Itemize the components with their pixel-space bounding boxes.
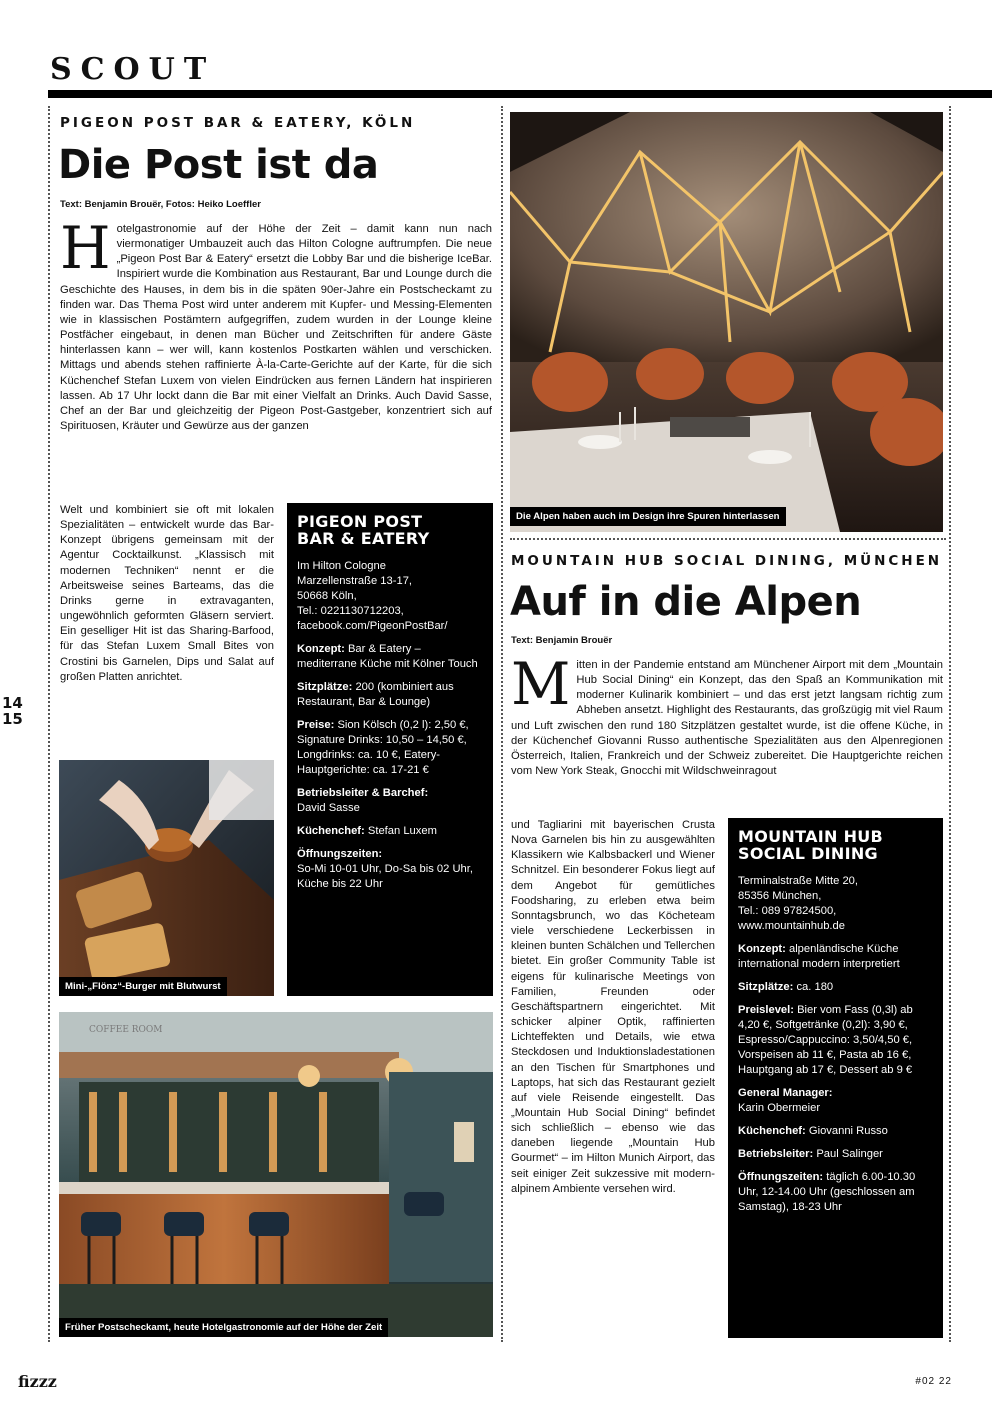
address-line: Tel.: 0221130712203,: [297, 605, 404, 617]
address-line: Tel.: 089 97824500,: [738, 905, 837, 917]
infobox1-row: [297, 847, 483, 892]
infobox1-row: [297, 718, 483, 778]
row-label: Preislevel:: [738, 1004, 794, 1016]
article1-credit: Text: Benjamin Brouër, Fotos: Heiko Loeffler: [60, 199, 261, 210]
row-label: Preise:: [297, 719, 335, 731]
address-line: www.mountainhub.de: [738, 920, 845, 932]
article2-dropcap: M: [511, 650, 571, 718]
row-label: Küchenchef:: [297, 825, 365, 837]
bar-caption: Früher Postscheckamt, heute Hotelgastronomie auf der Höhe der Zeit: [59, 1318, 388, 1337]
row-label: General Manager:: [738, 1087, 833, 1099]
row-value: 200 (kombiniert aus Restaurant, Bar & Lounge): [297, 681, 454, 708]
address-line: Im Hilton Cologne: [297, 560, 386, 572]
row-value: Bar & Eatery – mediterrane Küche mit Kölner Touch: [297, 643, 478, 670]
infobox1-row: [297, 824, 483, 839]
infobox1-row: [297, 642, 483, 672]
article2-credit: Text: Benjamin Brouër: [511, 635, 613, 646]
infobox1-title-line1: PIGEON POST: [297, 512, 423, 531]
article1-body-part2: Welt und kombiniert sie oft mit lokalen Spezialitäten – entwickelt wurde das Bar-Konzept übrigens gemeinsam mit der Agentur Cocktailkunst. „Klassisch mit modernen Techniken“ nennt er die Arbeitsweise seines Barteams, das die Drinks gerne in extravaganten, ungewöhnlich geformten Gläsern serviert. Ein geselliger Hit ist das Sharing-Barfood, für das Stefan Luxem Small Bites von Crostini bis Garnelen, Dips und Salat auf großen Platten anrichtet.: [60, 504, 274, 683]
article1-body-top: [60, 214, 492, 434]
article2-paragraph: [511, 650, 943, 779]
magazine-brand: fizzz: [18, 1372, 57, 1391]
row-label: Betriebsleiter & Barchef:: [297, 787, 429, 799]
issue-number: #02 22: [915, 1376, 952, 1387]
row-value: Sion Kölsch (0,2 l): 2,50 €, Signature Drinks: 10,50 – 14,50 €, Longdrinks: ca. 10 €, Eatery-Hauptgerichte: ca. 17-21 €: [297, 719, 469, 776]
row-value: ca. 180: [796, 981, 834, 993]
bar-photo: [59, 1012, 493, 1337]
page-number-right: 15: [2, 710, 23, 728]
row-value: Paul Salinger: [816, 1148, 883, 1160]
mountain-hub-infobox: [728, 818, 943, 1338]
page-numbers: [2, 695, 23, 727]
row-label: Konzept:: [297, 643, 345, 655]
right-margin-divider: [949, 106, 951, 1342]
infobox2-row: [738, 980, 933, 995]
bar-sign-text: COFFEE ROOM: [89, 1025, 163, 1035]
row-label: Sitzplätze:: [297, 681, 353, 693]
infobox1-address: [297, 559, 483, 634]
burger-photo: [59, 760, 274, 996]
section-title: SCOUT: [50, 52, 216, 87]
infobox2-row: [738, 942, 933, 972]
article1-dropcap: H: [60, 214, 111, 282]
infobox2-row: [738, 1124, 933, 1139]
header-rule: [48, 90, 992, 98]
article1-body-bottom: [60, 503, 274, 685]
burger-image: [59, 760, 274, 996]
article2-kicker: MOUNTAIN HUB SOCIAL DINING, MÜNCHEN: [511, 553, 943, 569]
infobox1-title: [297, 513, 483, 547]
column-divider: [501, 106, 503, 1342]
burger-caption: Mini-„Flönz“-Burger mit Blutwurst: [59, 977, 227, 996]
address-line: Terminalstraße Mitte 20,: [738, 875, 858, 887]
article1-body-part1: otelgastronomie auf der Höhe der Zeit – damit kann nun nach viermonatiger Umbauzeit auch das Hilton Cologne auftrumpfen. Die neue „Pigeon Post Bar & Eatery“ ersetzt die Lobby Bar und die bisherige IceBar. Inspiriert wurde die Kombination aus Restaurant, Bar und Lounge durch die Geschichte des Hauses, in dem bis in die späten 90er-Jahre ein Postscheckamt zu finden war. Das Thema Post wird unter anderem mit Kupfer- und Messing-Elementen wie in klassischen Postämtern aufgegriffen, zudem wurden in der Lounge kleine Postfächer eingebaut, in denen man Bücher und Zeitschriften für andere Gäste hinterlassen kann – wer will, kann kostenlos Postkarten wählen und verschicken. Mittags und abends stehen raffinierte À-la-Carte-Gerichte auf der Karte, für die sich Küchenchef Stefan Luxem von vielen Eindrücken aus fernen Ländern hat inspirieren lassen. Ab 17 Uhr lockt dann die Bar mit einer Vielfalt an Drinks. Auch David Sasse, Chef an der Bar und gleichzeitig der Pigeon Post-Gastgeber, konzentriert sich auf Spirituosen, Kräuter und Gewürze aus der ganzen: [60, 223, 492, 433]
infobox1-title-line2: BAR & EATERY: [297, 529, 430, 548]
row-value: alpenländische Küche international modern interpretiert: [738, 943, 900, 970]
address-line: 85356 München,: [738, 890, 822, 902]
restaurant-image: [510, 112, 943, 532]
restaurant-photo: [510, 112, 943, 532]
row-label: Konzept:: [738, 943, 786, 955]
article2-body-bottom: [511, 818, 715, 1197]
row-label: Betriebsleiter:: [738, 1148, 814, 1160]
row-value: Stefan Luxem: [367, 825, 437, 837]
infobox2-row: [738, 1003, 933, 1078]
article1-title: Die Post ist da: [58, 142, 379, 188]
infobox2-title-line2: SOCIAL DINING: [738, 844, 878, 863]
row-value: Karin Obermeier: [738, 1102, 821, 1114]
infobox2-address: [738, 874, 933, 934]
row-value: So-Mi 10-01 Uhr, Do-Sa bis 02 Uhr, Küche bis 22 Uhr: [297, 863, 473, 890]
row-label: Sitzplätze:: [738, 981, 794, 993]
address-line: facebook.com/PigeonPostBar/: [297, 620, 448, 632]
infobox2-row: [738, 1086, 933, 1116]
article1-paragraph: [60, 214, 492, 434]
article2-body-top: [511, 650, 943, 779]
infobox2-row: [738, 1147, 933, 1162]
left-margin-divider: [48, 106, 50, 1342]
row-label: Öffnungszeiten:: [738, 1171, 824, 1183]
infobox1-row: [297, 786, 483, 816]
article2-title: Auf in die Alpen: [510, 579, 862, 625]
address-line: Marzellenstraße 13-17,: [297, 575, 413, 587]
article-divider: [510, 538, 946, 540]
row-value: täglich 6.00-10.30 Uhr, 12-14.00 Uhr (geschlossen am Samstag), 18-23 Uhr: [738, 1171, 916, 1213]
infobox2-title-line1: MOUNTAIN HUB: [738, 827, 884, 846]
row-label: Küchenchef:: [738, 1125, 806, 1137]
bar-image: [59, 1012, 493, 1337]
article2-body-part1: itten in der Pandemie entstand am Münchener Airport mit dem „Mountain Hub Social Dining“ ein Konzept, das den Spaß an Kommunikation mit moderner Kulinarik kombiniert – und das erst jetzt langsam richtig zum Abheben ansetzt. Highlight des Restaurants, das großzügig mit viel Raum und Luft zwischen den rund 180 Sitzplätzen gestaltet wurde, ist die offene Küche, in der Küchenchef Giovanni Russo authentische Spezialitäten aus den Alpenregionen Österreich, Italien, Frankreich und der Schweiz zubereitet. Die Hauptgerichte reichen vom New York Steak, Gnocchi mit Wildschweinragout: [511, 659, 943, 778]
page-number-left: 14: [2, 694, 23, 712]
pigeon-post-infobox: [287, 503, 493, 996]
infobox2-title: [738, 828, 933, 862]
article2-body-part2: und Tagliarini mit bayerischen Crusta Nova Garnelen bis hin zu ausgewählten Klassikern wie Kalbsbackerl und Wiener Schnitzel. Ein besonderer Fokus liegt auf dem Angebot für gemütliches Foodsharing, zu erleben etwa beim Sonntagsbrunch, wo das Köcheteam viele verschiedene Leckerbissen in kleinen bunten Schälchen und Tellerchen bietet. Ein großer Community Table ist eigens für kulinarische Meetings von Familien, Freunden oder Geschäftspartnern eingerichtet. Mit schicker alpiner Optik, raffinierten Lichteffekten und Details, wie etwa Steckdosen und Induktionsladestationen an den Tischen für Smartphones und Laptops, hat sich das Restaurant gezielt auf viele Reisende eingestellt. Das „Mountain Hub Social Dining“ befindet sich schließlich – ebenso wie das daneben liegende „Mountain Hub Gourmet“ – im Hilton Munich Airport, das seit einiger Zeit sukzessive mit modern-alpinem Ambiente versehen wird.: [511, 819, 715, 1195]
infobox1-row: [297, 680, 483, 710]
address-line: 50668 Köln,: [297, 590, 357, 602]
row-value: Bier vom Fass (0,3l) ab 4,20 €, Softgetränke (0,2l): 3,90 €, Espresso/Cappuccino: 3,50/4,50 €, Vorspeisen ab 11 €, Pasta ab 16 €, Hauptgang ab 17 €, Dessert ab 9 €: [738, 1004, 913, 1076]
row-value: Giovanni Russo: [808, 1125, 888, 1137]
article1-kicker: PIGEON POST BAR & EATERY, KÖLN: [60, 115, 416, 131]
restaurant-caption: Die Alpen haben auch im Design ihre Spuren hinterlassen: [510, 507, 786, 526]
row-value: David Sasse: [297, 802, 360, 814]
infobox2-row: [738, 1170, 933, 1215]
row-label: Öffnungszeiten:: [297, 848, 383, 860]
